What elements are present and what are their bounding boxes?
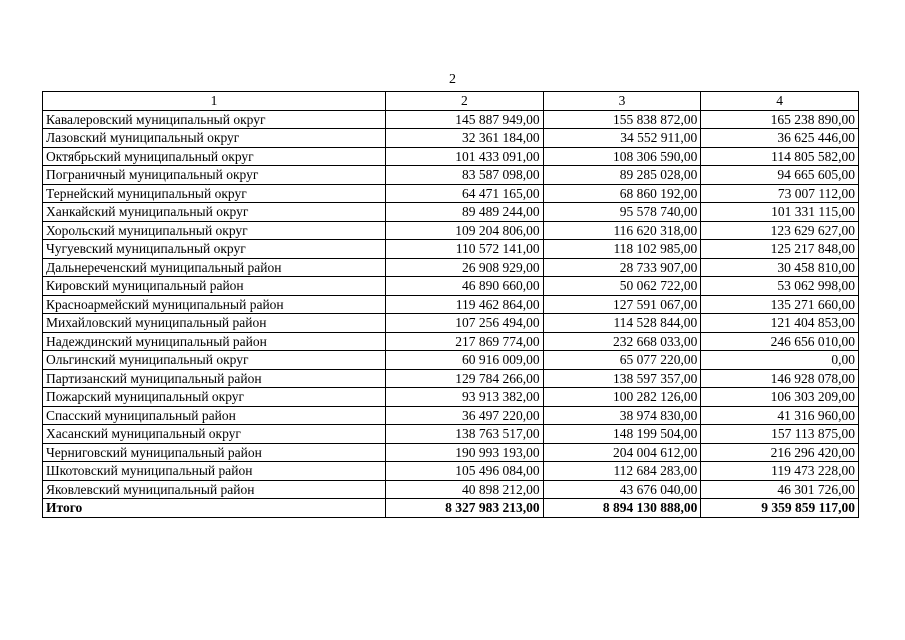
row-value-col-2: 83 587 098,00 [386, 166, 544, 185]
total-row [43, 499, 859, 518]
row-value-col-3: 232 668 033,00 [543, 332, 701, 351]
row-value-col-4: 53 062 998,00 [701, 277, 859, 296]
total-value-col-2: 8 327 983 213,00 [386, 499, 544, 518]
row-value-col-2: 105 496 084,00 [386, 462, 544, 481]
header-col-4: 4 [701, 92, 859, 111]
row-value-col-3: 114 528 844,00 [543, 314, 701, 333]
row-value-col-3: 28 733 907,00 [543, 258, 701, 277]
row-value-col-2: 138 763 517,00 [386, 425, 544, 444]
row-name: Красноармейский муниципальный район [43, 295, 386, 314]
table-row [43, 221, 859, 240]
row-name: Ханкайский муниципальный округ [43, 203, 386, 222]
row-value-col-2: 46 890 660,00 [386, 277, 544, 296]
row-name: Кировский муниципальный район [43, 277, 386, 296]
row-value-col-3: 112 684 283,00 [543, 462, 701, 481]
row-value-col-4: 0,00 [701, 351, 859, 370]
row-value-col-4: 46 301 726,00 [701, 480, 859, 499]
table-row [43, 110, 859, 129]
row-value-col-3: 148 199 504,00 [543, 425, 701, 444]
row-value-col-3: 127 591 067,00 [543, 295, 701, 314]
row-value-col-3: 89 285 028,00 [543, 166, 701, 185]
row-name: Тернейский муниципальный округ [43, 184, 386, 203]
row-name: Черниговский муниципальный район [43, 443, 386, 462]
row-value-col-4: 157 113 875,00 [701, 425, 859, 444]
row-value-col-3: 50 062 722,00 [543, 277, 701, 296]
row-value-col-3: 68 860 192,00 [543, 184, 701, 203]
row-name: Яковлевский муниципальный район [43, 480, 386, 499]
row-value-col-2: 129 784 266,00 [386, 369, 544, 388]
row-value-col-4: 165 238 890,00 [701, 110, 859, 129]
row-value-col-3: 38 974 830,00 [543, 406, 701, 425]
row-value-col-3: 118 102 985,00 [543, 240, 701, 259]
table-row [43, 129, 859, 148]
row-name: Кавалеровский муниципальный округ [43, 110, 386, 129]
table-header [43, 92, 859, 111]
row-name: Пожарский муниципальный округ [43, 388, 386, 407]
row-name: Дальнереченский муниципальный район [43, 258, 386, 277]
row-value-col-4: 36 625 446,00 [701, 129, 859, 148]
row-value-col-4: 146 928 078,00 [701, 369, 859, 388]
row-value-col-3: 108 306 590,00 [543, 147, 701, 166]
table-row [43, 425, 859, 444]
row-name: Хасанский муниципальный округ [43, 425, 386, 444]
table-row [43, 184, 859, 203]
page-number: 2 [449, 72, 456, 87]
total-value-col-4: 9 359 859 117,00 [701, 499, 859, 518]
row-name: Спасский муниципальный район [43, 406, 386, 425]
row-value-col-4: 30 458 810,00 [701, 258, 859, 277]
total-value-col-3: 8 894 130 888,00 [543, 499, 701, 518]
row-name: Октябрьский муниципальный округ [43, 147, 386, 166]
row-value-col-3: 204 004 612,00 [543, 443, 701, 462]
row-value-col-2: 32 361 184,00 [386, 129, 544, 148]
total-label: Итого [43, 499, 386, 518]
row-value-col-2: 145 887 949,00 [386, 110, 544, 129]
row-value-col-2: 110 572 141,00 [386, 240, 544, 259]
row-value-col-3: 116 620 318,00 [543, 221, 701, 240]
table-row [43, 462, 859, 481]
row-value-col-3: 138 597 357,00 [543, 369, 701, 388]
table-row [43, 277, 859, 296]
table-row [43, 480, 859, 499]
row-value-col-4: 41 316 960,00 [701, 406, 859, 425]
row-value-col-4: 216 296 420,00 [701, 443, 859, 462]
row-name: Михайловский муниципальный район [43, 314, 386, 333]
table-body [43, 110, 859, 517]
row-name: Ольгинский муниципальный округ [43, 351, 386, 370]
header-col-1: 1 [43, 92, 386, 111]
row-value-col-4: 125 217 848,00 [701, 240, 859, 259]
row-value-col-4: 246 656 010,00 [701, 332, 859, 351]
row-value-col-2: 93 913 382,00 [386, 388, 544, 407]
row-value-col-4: 123 629 627,00 [701, 221, 859, 240]
row-value-col-4: 101 331 115,00 [701, 203, 859, 222]
table-row [43, 332, 859, 351]
row-value-col-3: 155 838 872,00 [543, 110, 701, 129]
row-value-col-2: 26 908 929,00 [386, 258, 544, 277]
table-row [43, 166, 859, 185]
row-value-col-3: 34 552 911,00 [543, 129, 701, 148]
row-value-col-2: 109 204 806,00 [386, 221, 544, 240]
budget-table [42, 91, 859, 518]
table-row [43, 388, 859, 407]
row-name: Хорольский муниципальный округ [43, 221, 386, 240]
row-value-col-3: 65 077 220,00 [543, 351, 701, 370]
row-value-col-3: 95 578 740,00 [543, 203, 701, 222]
row-value-col-4: 73 007 112,00 [701, 184, 859, 203]
row-value-col-2: 60 916 009,00 [386, 351, 544, 370]
row-value-col-2: 217 869 774,00 [386, 332, 544, 351]
row-value-col-2: 107 256 494,00 [386, 314, 544, 333]
row-value-col-3: 43 676 040,00 [543, 480, 701, 499]
row-name: Пограничный муниципальный округ [43, 166, 386, 185]
table-row [43, 203, 859, 222]
row-value-col-2: 40 898 212,00 [386, 480, 544, 499]
row-value-col-2: 101 433 091,00 [386, 147, 544, 166]
header-col-3: 3 [543, 92, 701, 111]
table-row [43, 351, 859, 370]
row-value-col-2: 119 462 864,00 [386, 295, 544, 314]
row-name: Партизанский муниципальный район [43, 369, 386, 388]
table-row [43, 443, 859, 462]
row-value-col-4: 94 665 605,00 [701, 166, 859, 185]
row-value-col-4: 119 473 228,00 [701, 462, 859, 481]
table-row [43, 295, 859, 314]
table-row [43, 258, 859, 277]
row-value-col-4: 106 303 209,00 [701, 388, 859, 407]
row-name: Чугуевский муниципальный округ [43, 240, 386, 259]
header-col-2: 2 [386, 92, 544, 111]
row-value-col-2: 89 489 244,00 [386, 203, 544, 222]
row-value-col-2: 64 471 165,00 [386, 184, 544, 203]
row-name: Надеждинский муниципальный район [43, 332, 386, 351]
row-name: Лазовский муниципальный округ [43, 129, 386, 148]
row-value-col-3: 100 282 126,00 [543, 388, 701, 407]
row-value-col-4: 121 404 853,00 [701, 314, 859, 333]
row-value-col-4: 135 271 660,00 [701, 295, 859, 314]
table-row [43, 314, 859, 333]
row-value-col-2: 190 993 193,00 [386, 443, 544, 462]
table-row [43, 369, 859, 388]
row-value-col-2: 36 497 220,00 [386, 406, 544, 425]
row-value-col-4: 114 805 582,00 [701, 147, 859, 166]
table-row [43, 406, 859, 425]
row-name: Шкотовский муниципальный район [43, 462, 386, 481]
header-row [43, 92, 859, 111]
table-row [43, 147, 859, 166]
table-row [43, 240, 859, 259]
